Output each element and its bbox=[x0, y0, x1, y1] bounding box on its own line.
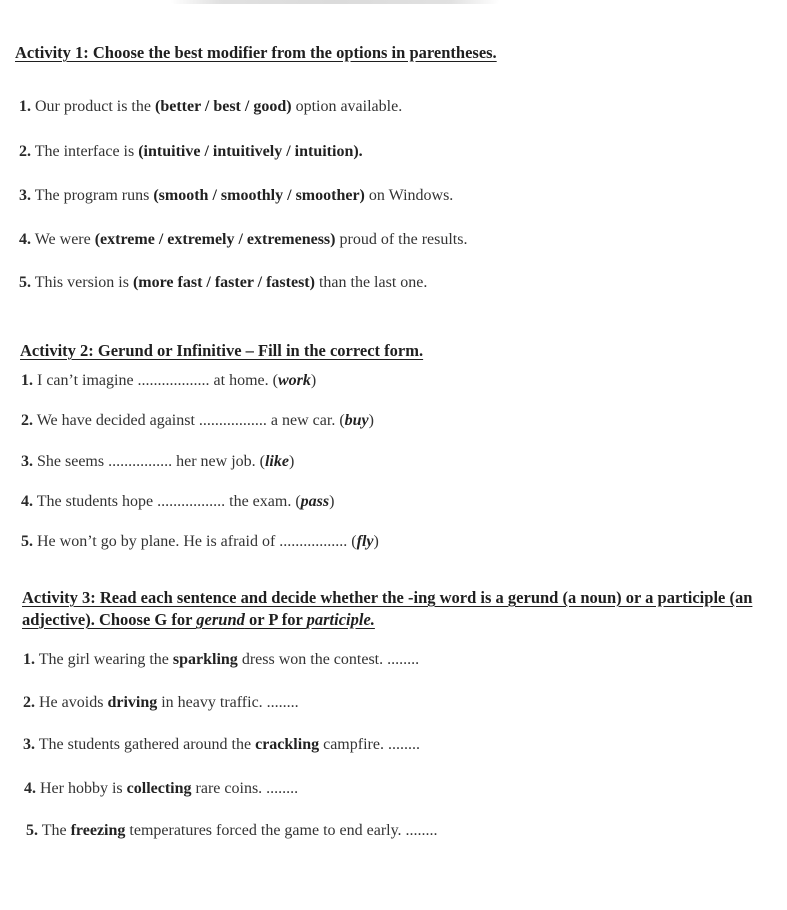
activity-1-item-5: 5. This version is (more fast / faster / fastest) than the last one. bbox=[19, 274, 428, 291]
activity-2-item-2: 2. We have decided against ................. a new car. (buy) bbox=[21, 412, 374, 429]
scan-smudge bbox=[170, 0, 500, 4]
activity-1-item-1: 1. Our product is the (better / best / good) option available. bbox=[19, 98, 403, 115]
activity-3-item-4: 4. Her hobby is collecting rare coins. ........ bbox=[24, 780, 299, 797]
activity-3-item-2: 2. He avoids driving in heavy traffic. ........ bbox=[23, 694, 299, 711]
activity-3-heading: Activity 3: Read each sentence and decide whether the -ing word is a gerund (a noun) or a participle (an adjective). Choose G for gerund or P for participle. bbox=[22, 588, 753, 629]
activity-2-item-1: 1. I can’t imagine .................. at home. (work) bbox=[21, 372, 317, 389]
activity-2-item-5: 5. He won’t go by plane. He is afraid of ................. (fly) bbox=[21, 533, 379, 550]
activity-3-item-3: 3. The students gathered around the crackling campfire. ........ bbox=[23, 736, 420, 753]
activity-3-item-5: 5. The freezing temperatures forced the game to end early. ........ bbox=[26, 822, 438, 839]
activity-1-item-3: 3. The program runs (smooth / smoothly / smoother) on Windows. bbox=[19, 187, 454, 204]
activity-2-heading: Activity 2: Gerund or Infinitive – Fill in the correct form. bbox=[20, 341, 424, 360]
activity-1-item-2: 2. The interface is (intuitive / intuitively / intuition). bbox=[19, 143, 363, 160]
activity-2-item-4: 4. The students hope ................. the exam. (pass) bbox=[21, 493, 335, 510]
activity-1-heading: Activity 1: Choose the best modifier from the options in parentheses. bbox=[15, 43, 497, 62]
activity-1-item-4: 4. We were (extreme / extremely / extremeness) proud of the results. bbox=[19, 231, 468, 248]
activity-3-item-1: 1. The girl wearing the sparkling dress won the contest. ........ bbox=[23, 651, 420, 668]
activity-2-item-3: 3. She seems ................ her new job. (like) bbox=[21, 453, 295, 470]
